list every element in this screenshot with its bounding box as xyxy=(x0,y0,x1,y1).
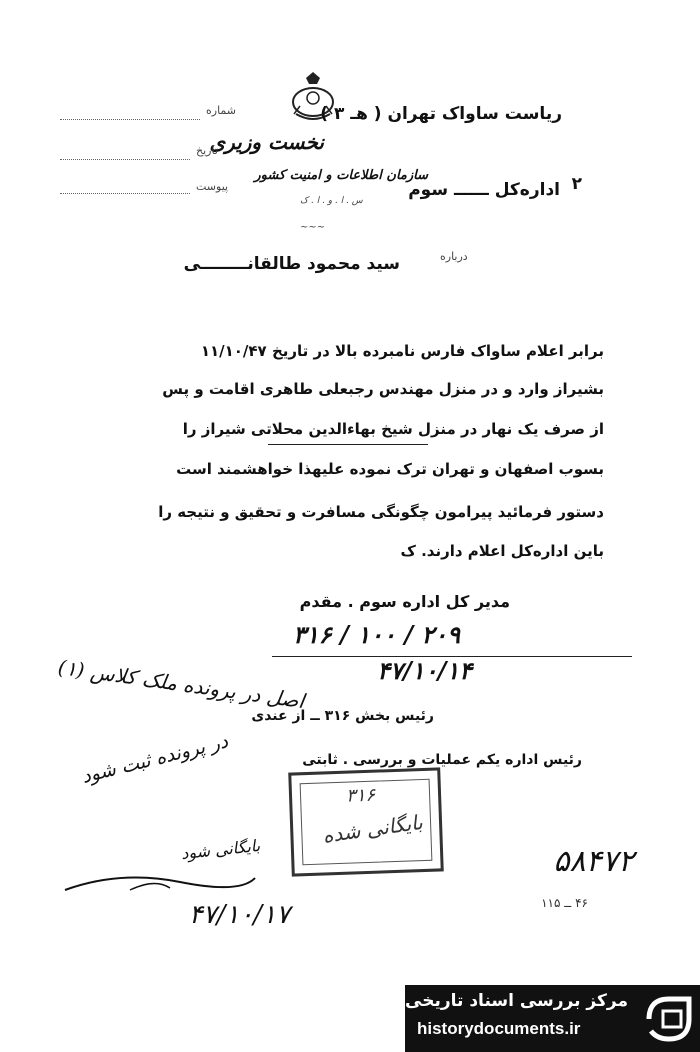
body-line: بشیراز وارد و در منزل مهندس رجبعلی طاهری اقامت و پس xyxy=(162,380,604,398)
handwritten-note-3: بایگانی شود xyxy=(180,835,261,864)
page-reference: ۴۶ ــ ۱۱۵ xyxy=(541,896,588,910)
addressee-line: اداره‌کل ــــــ سوم xyxy=(408,180,560,200)
number-label: شماره xyxy=(206,104,237,117)
signature-scribble xyxy=(60,860,260,900)
org-subtext: س . ا . و . ا . ک xyxy=(300,196,363,206)
stamp-number: ۳۱۶ xyxy=(345,784,376,807)
addressee-prefix: ۲ xyxy=(571,174,582,194)
org-subtext-2: ~~~ xyxy=(300,222,326,233)
signature-line: مدیر کل اداره سوم . مقدم xyxy=(299,592,510,611)
subject-name: سید محمود طالقانــــــــی xyxy=(183,254,400,274)
recipient-line: رئیس اداره یکم عملیات و بررسی . ثابتی xyxy=(302,752,582,768)
underline-mark xyxy=(268,444,428,445)
handwritten-note-1: اصل در پرونده ملک کلاس (۱) xyxy=(56,654,306,714)
number-dotted-line xyxy=(60,118,200,120)
handwritten-note-2: در پرونده ثبت شود xyxy=(79,730,231,788)
stamp-text: بایگانی شده xyxy=(321,809,425,848)
organization-title: سازمان اطلاعات و امنیت کشور xyxy=(254,168,428,183)
body-line: دستور فرمائید پیرامون چگونگی مسافرت و تحقیق و نتیجه را xyxy=(158,503,604,521)
body-line: بسوب اصفهان و تهران ترک نموده علیهذا خواهشمند است xyxy=(176,460,604,478)
attachment-label: پیوست xyxy=(196,180,229,193)
archive-stamp xyxy=(288,767,444,876)
handwritten-date-2: ۴۷/۱۰/۱۷ xyxy=(188,900,290,930)
recipient-line: رئیس بخش ۳۱۶ ــ از عندی xyxy=(251,708,434,724)
date-label: تاریخ xyxy=(196,144,218,157)
agency-line: ریاست ساواک تهران ( هـ ۳ ) xyxy=(320,104,562,124)
ministry-title: نخست وزیری xyxy=(209,130,324,154)
handwritten-date-1: ۴۷/۱۰/۱۴ xyxy=(377,656,472,685)
body-line: باین اداره‌کل اعلام دارند. ک xyxy=(400,542,604,560)
footer-title: مرکز بررسی اسناد تاریخی xyxy=(405,991,628,1011)
attachment-dotted-line xyxy=(60,192,190,194)
date-dotted-line xyxy=(60,158,190,160)
body-line: برابر اعلام ساواک فارس نامبرده بالا در تاریخ ۱۱/۱۰/۴۷ xyxy=(200,342,604,360)
subject-label: درباره xyxy=(440,250,468,263)
document-number: ۵۸۴۷۲ xyxy=(553,844,634,879)
footer-watermark xyxy=(405,985,700,1052)
archive-logo-icon xyxy=(643,993,695,1045)
footer-url: historydocuments.ir xyxy=(417,1019,581,1038)
reference-number: ۲۰۹ / ۱۰۰ / ۳۱۶ xyxy=(293,620,460,649)
body-line: از صرف یک نهار در منزل شیخ بهاءالدین محلاتی شیراز را xyxy=(182,420,604,438)
